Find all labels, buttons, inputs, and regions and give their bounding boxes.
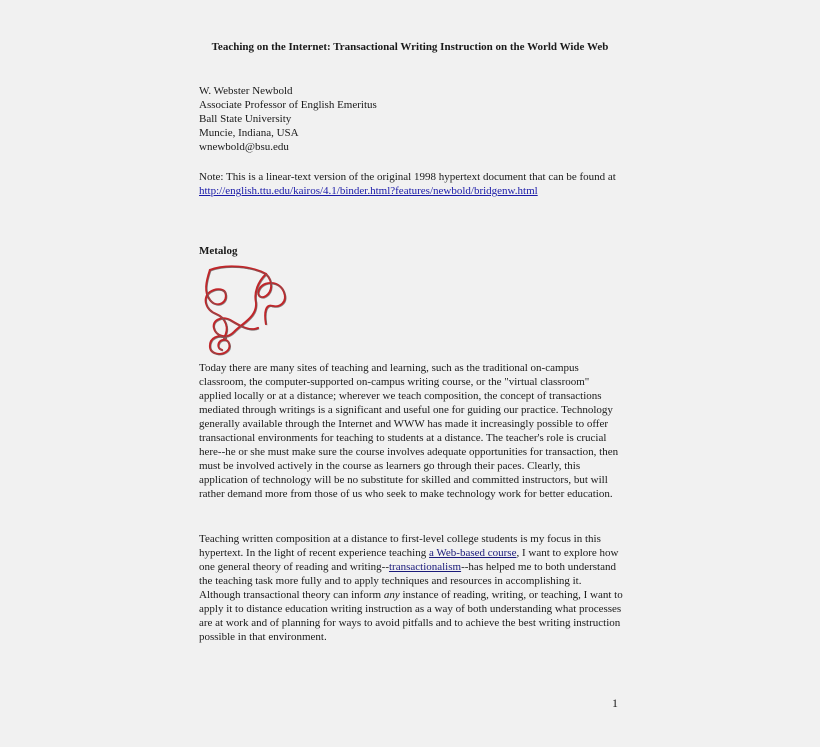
note-text: Note: This is a linear-text version of the original 1998 hypertext document that can be found at [199,171,616,183]
section-heading: Metalog [199,245,238,257]
body-paragraph-2 [199,532,624,644]
author-block [199,84,624,154]
document-title: Teaching on the Internet: Transactional Writing Instruction on the World Wide Web [211,41,609,53]
web-based-course-link[interactable]: a Web-based course [428,547,517,559]
author-position: Associate Professor of English Emeritus [199,99,377,111]
para2-text-2: , I want to explore how one general theory of reading and writing-- [199,547,619,573]
transactionalism-link[interactable]: transactionalism [388,561,462,573]
para2-text-3: --has helped me to both understand the teaching task more fully and to apply techniques and resources in accomplishing it. Although transactional theory can inform [199,561,616,601]
page-number: 1 [612,696,618,710]
author-institution: Ball State University [199,113,292,125]
para2-text-4: instance of reading, writing, or teaching, I want to apply it to distance education writing instruction as a way of both understanding what processes are at work and of planning for ways to avoid pitfalls and to achieve the best writing instruction possible in that environment. [199,589,623,643]
note-paragraph [199,170,624,198]
metalog-squiggle-icon [196,262,296,362]
original-hypertext-link[interactable]: http://english.ttu.edu/kairos/4.1/binder.html?features/newbold/bridgenw.html [199,185,538,197]
para2-emphasis: any [383,589,400,601]
body-paragraph-1: Today there are many sites of teaching and learning, such as the traditional on-campus classroom, the computer-supported on-campus writing course, or the "virtual classroom" applied locally or at a distance; wherever we teach composition, the concept of transactions mediated through writings is a significant and useful one for guiding our practice. Technology generally available through the Internet and WWW has made it increasingly possible to offer transactional environments for teaching to students at a distance. The teacher's role is crucial here--he or she must make sure the course involves adequate opportunities for transaction, then must be involved actively in the course as learners go through their paces. Clearly, this application of technology will be no substitute for skilled and committed instructors, but will rather demand more from those of us who seek to make technology work for better education. [199,362,619,500]
author-email: wnewbold@bsu.edu [199,141,289,153]
para2-text-1: Teaching written composition at a distance to first-level college students is my focus in this hypertext. In the light of recent experience teaching [199,533,601,559]
author-location: Muncie, Indiana, USA [199,127,299,139]
author-name: W. Webster Newbold [199,85,293,97]
